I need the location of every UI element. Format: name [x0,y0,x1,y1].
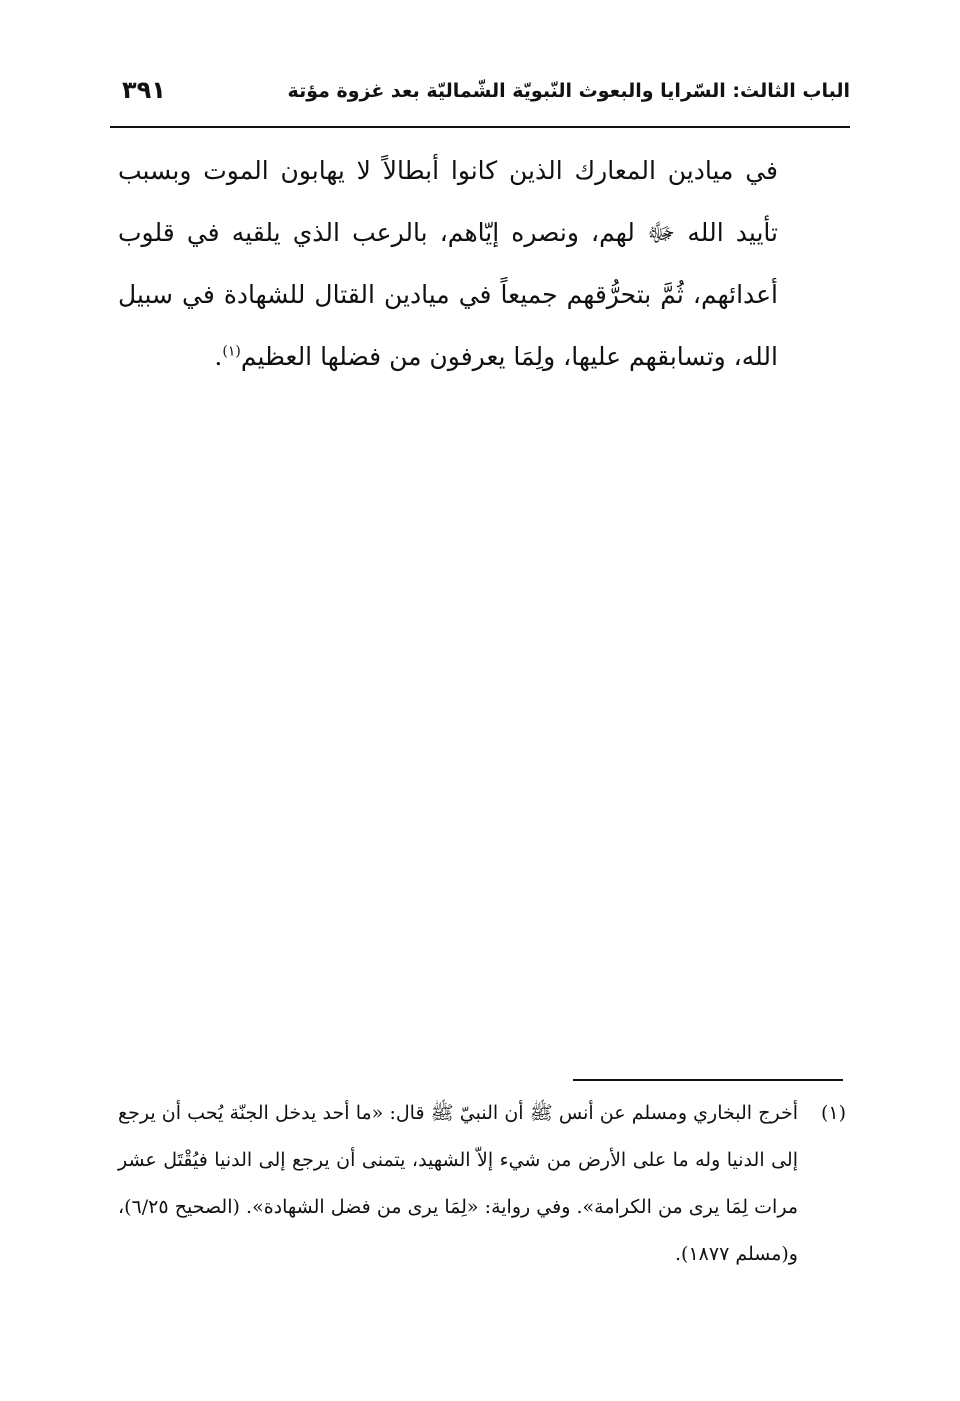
page-number: ٣٩١ [122,76,166,104]
header-divider [110,126,850,128]
main-text [118,140,778,388]
footnote-item [118,1090,848,1278]
page-header [110,72,850,122]
footnote-marker: (١) [820,1102,846,1124]
footnote-text: أخرج البخاري ومسلم عن أنس ﷺ أن النبيّ ﷺ قال: «ما أحد يدخل الجنّة يُحب أن يرجع إلى الدنيا وله ما على الأرض من شيء إلاّ الشهيد، يتمنى أن يرجع إلى الدنيا فيُقْتَل عشر مرات لِمَا يرى من الكرامة». وفي رواية: «لِمَا يرى من فضل الشهادة». (الصحيح ٦/٢٥)، و(مسلم ١٨٧٧). [118,1102,798,1265]
footnote-reference[interactable]: (١) [222,343,241,360]
footnotes-section [118,1090,848,1278]
paragraph-text: في ميادين المعارك الذين كانوا أبطالاً لا يهابون الموت وبسبب تأييد الله ﷻ لهم، ونصره إيّاهم، بالرعب الذي يلقيه في قلوب أعدائهم، ثُمَّ بتحرُّقهم جميعاً في ميادين القتال للشهادة في سبيل الله، وتسابقهم عليها، ولِمَا يعرفون من فضلها العظيم [118,156,778,371]
running-title: الباب الثالث: السّرايا والبعوث النّبويّة الشّماليّة بعد غزوة مؤتة [287,80,850,102]
paragraph-closing: . [214,342,223,371]
footnote-divider [573,1079,843,1081]
body-paragraph [118,140,778,388]
